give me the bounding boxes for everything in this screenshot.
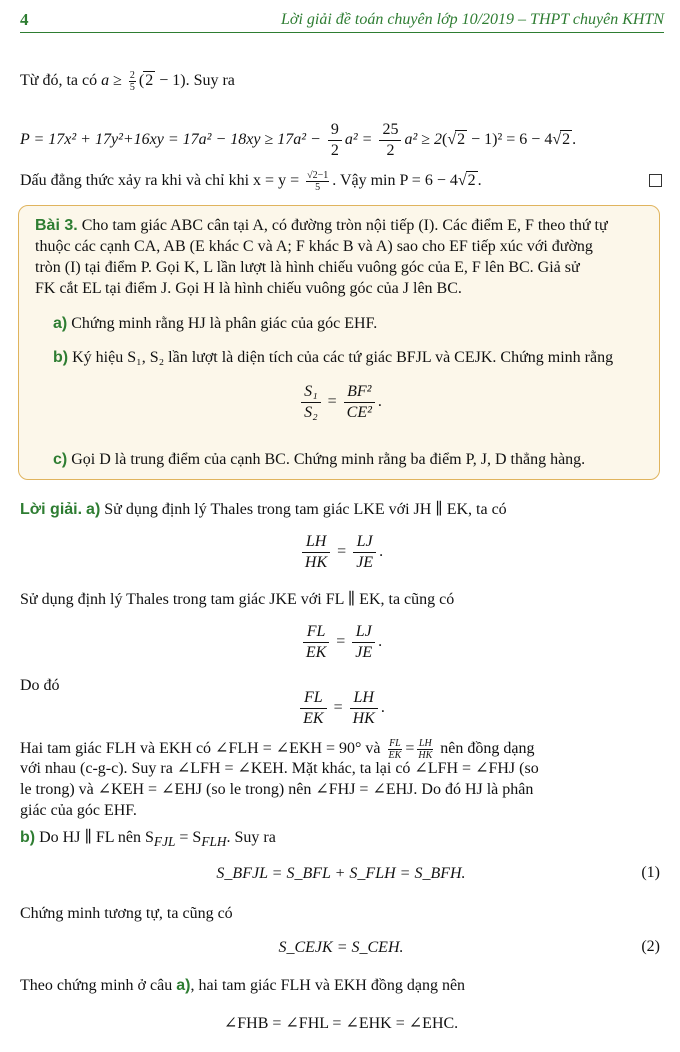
page-number: 4 bbox=[20, 10, 29, 29]
eq-number-2: (2) bbox=[641, 938, 660, 955]
paragraph-line-1: Hai tam giác FLH và EKH có ∠FLH = ∠EKH = 90° và $\frac{FL}{EK}$ = $\frac{LH}{HK}$ nên đồng dạng bbox=[20, 738, 535, 761]
qed-square-icon bbox=[649, 174, 662, 187]
prev-P-chain: P = 17x² + 17y²+16xy = 17a² − 18xy ≥ 17a² − $\frac{9}{2}$ a² = $\frac{25}{2}$ a² ≥ 2(√2 − 1)² = 6 − 4√2 . bbox=[20, 121, 577, 159]
eq-number-1: (1) bbox=[641, 864, 660, 881]
theo-chung-minh: Theo chứng minh ở câu a), hai tam giác FLH và EKH đồng dạng nên bbox=[20, 977, 466, 994]
problem-part-c: c) Gọi D là trung điểm của cạnh BC. Chứng minh rằng ba điểm P, J, D thẳng hàng. bbox=[53, 451, 586, 468]
prev-line-1: Từ đó, ta có a ≥ $\frac{2}{5}$ (2 − 1). Suy ra bbox=[20, 70, 235, 93]
problem-line-4: FK cắt EL tại điểm J. Gọi H là hình chiếu vuông góc của J lên BC. bbox=[35, 280, 462, 297]
paragraph-line-4: giác của góc EHF. bbox=[20, 802, 137, 819]
thales-eq-1: $\frac{LH}{HK}$ = $\frac{LJ}{JE}$ . bbox=[20, 532, 662, 573]
area-eq-2: S_CEJK = S_CEH. bbox=[278, 939, 404, 956]
problem-part-a: a) Chứng minh rằng HJ là phân giác của góc EHF. bbox=[53, 315, 378, 332]
solution-line-2: Sử dụng định lý Thales trong tam giác JKE với FL ∥ EK, ta cũng có bbox=[20, 591, 455, 608]
do-do-text: Do đó bbox=[20, 677, 60, 694]
paragraph-line-2: với nhau (c-g-c). Suy ra ∠LFH = ∠KEH. Mặt khác, ta lại có ∠LFH = ∠FHJ (so bbox=[20, 760, 539, 777]
problem-line-3: tròn (I) tại điểm P. Gọi K, L lần lượt là hình chiếu vuông góc của E, F lên BC. Giả sử bbox=[35, 259, 580, 276]
cm-tuong-tu: Chứng minh tương tự, ta cũng có bbox=[20, 905, 233, 922]
page-header bbox=[20, 8, 664, 33]
problem-line-2: thuộc các cạnh CA, AB (E khác C và A; F khác B và A) sao cho EF tiếp xúc với đường bbox=[35, 238, 593, 255]
part-b-line: b) Do HJ ∥ FL nên $S_{FJL} = S_{FLH}$. Suy ra bbox=[20, 829, 276, 850]
problem-line-1: Bài 3. Cho tam giác ABC cân tại A, có đường tròn nội tiếp (I). Các điểm E, F theo thứ tự bbox=[35, 217, 608, 234]
paragraph-line-3: le trong) và ∠KEH = ∠EHJ (so le trong) nên ∠FHJ = ∠EHJ. Do đó HJ là phân bbox=[20, 781, 534, 798]
prev-equality-line: Dấu đẳng thức xảy ra khi và chỉ khi x = y = $\frac{√2-1}{5}$ . Vậy min P = 6 − 4√2 . bbox=[20, 170, 482, 193]
area-eq-1: S_BFJL = S_BFL + S_FLH = S_BFH. bbox=[216, 865, 466, 882]
problem-part-b: b) Ký hiệu S₁, S₂ lần lượt là diện tích của các tứ giác BFJL và CEJK. Chứng minh rằng bbox=[53, 349, 614, 366]
thales-eq-2: $\frac{FL}{EK}$ = $\frac{LJ}{JE}$ . bbox=[20, 622, 662, 663]
running-title: Lời giải đề toán chuyên lớp 10/2019 – THPT chuyên KHTN bbox=[281, 11, 664, 28]
ratio-eq-3: $\frac{FL}{EK}$ = $\frac{LH}{HK}$ . bbox=[20, 688, 662, 729]
angle-eq: ∠FHB = ∠FHL = ∠EHK = ∠EHC. bbox=[223, 1015, 459, 1032]
problem-box bbox=[18, 205, 660, 480]
solution-intro: Lời giải. a) Sử dụng định lý Thales trong tam giác LKE với JH ∥ EK, ta có bbox=[20, 501, 507, 518]
problem-ratio-equation: $\frac{\text{S₁}}{\text{S₂}}$ = $\frac{\text{BF²}}{\text{CE²}}$ . bbox=[35, 382, 645, 423]
